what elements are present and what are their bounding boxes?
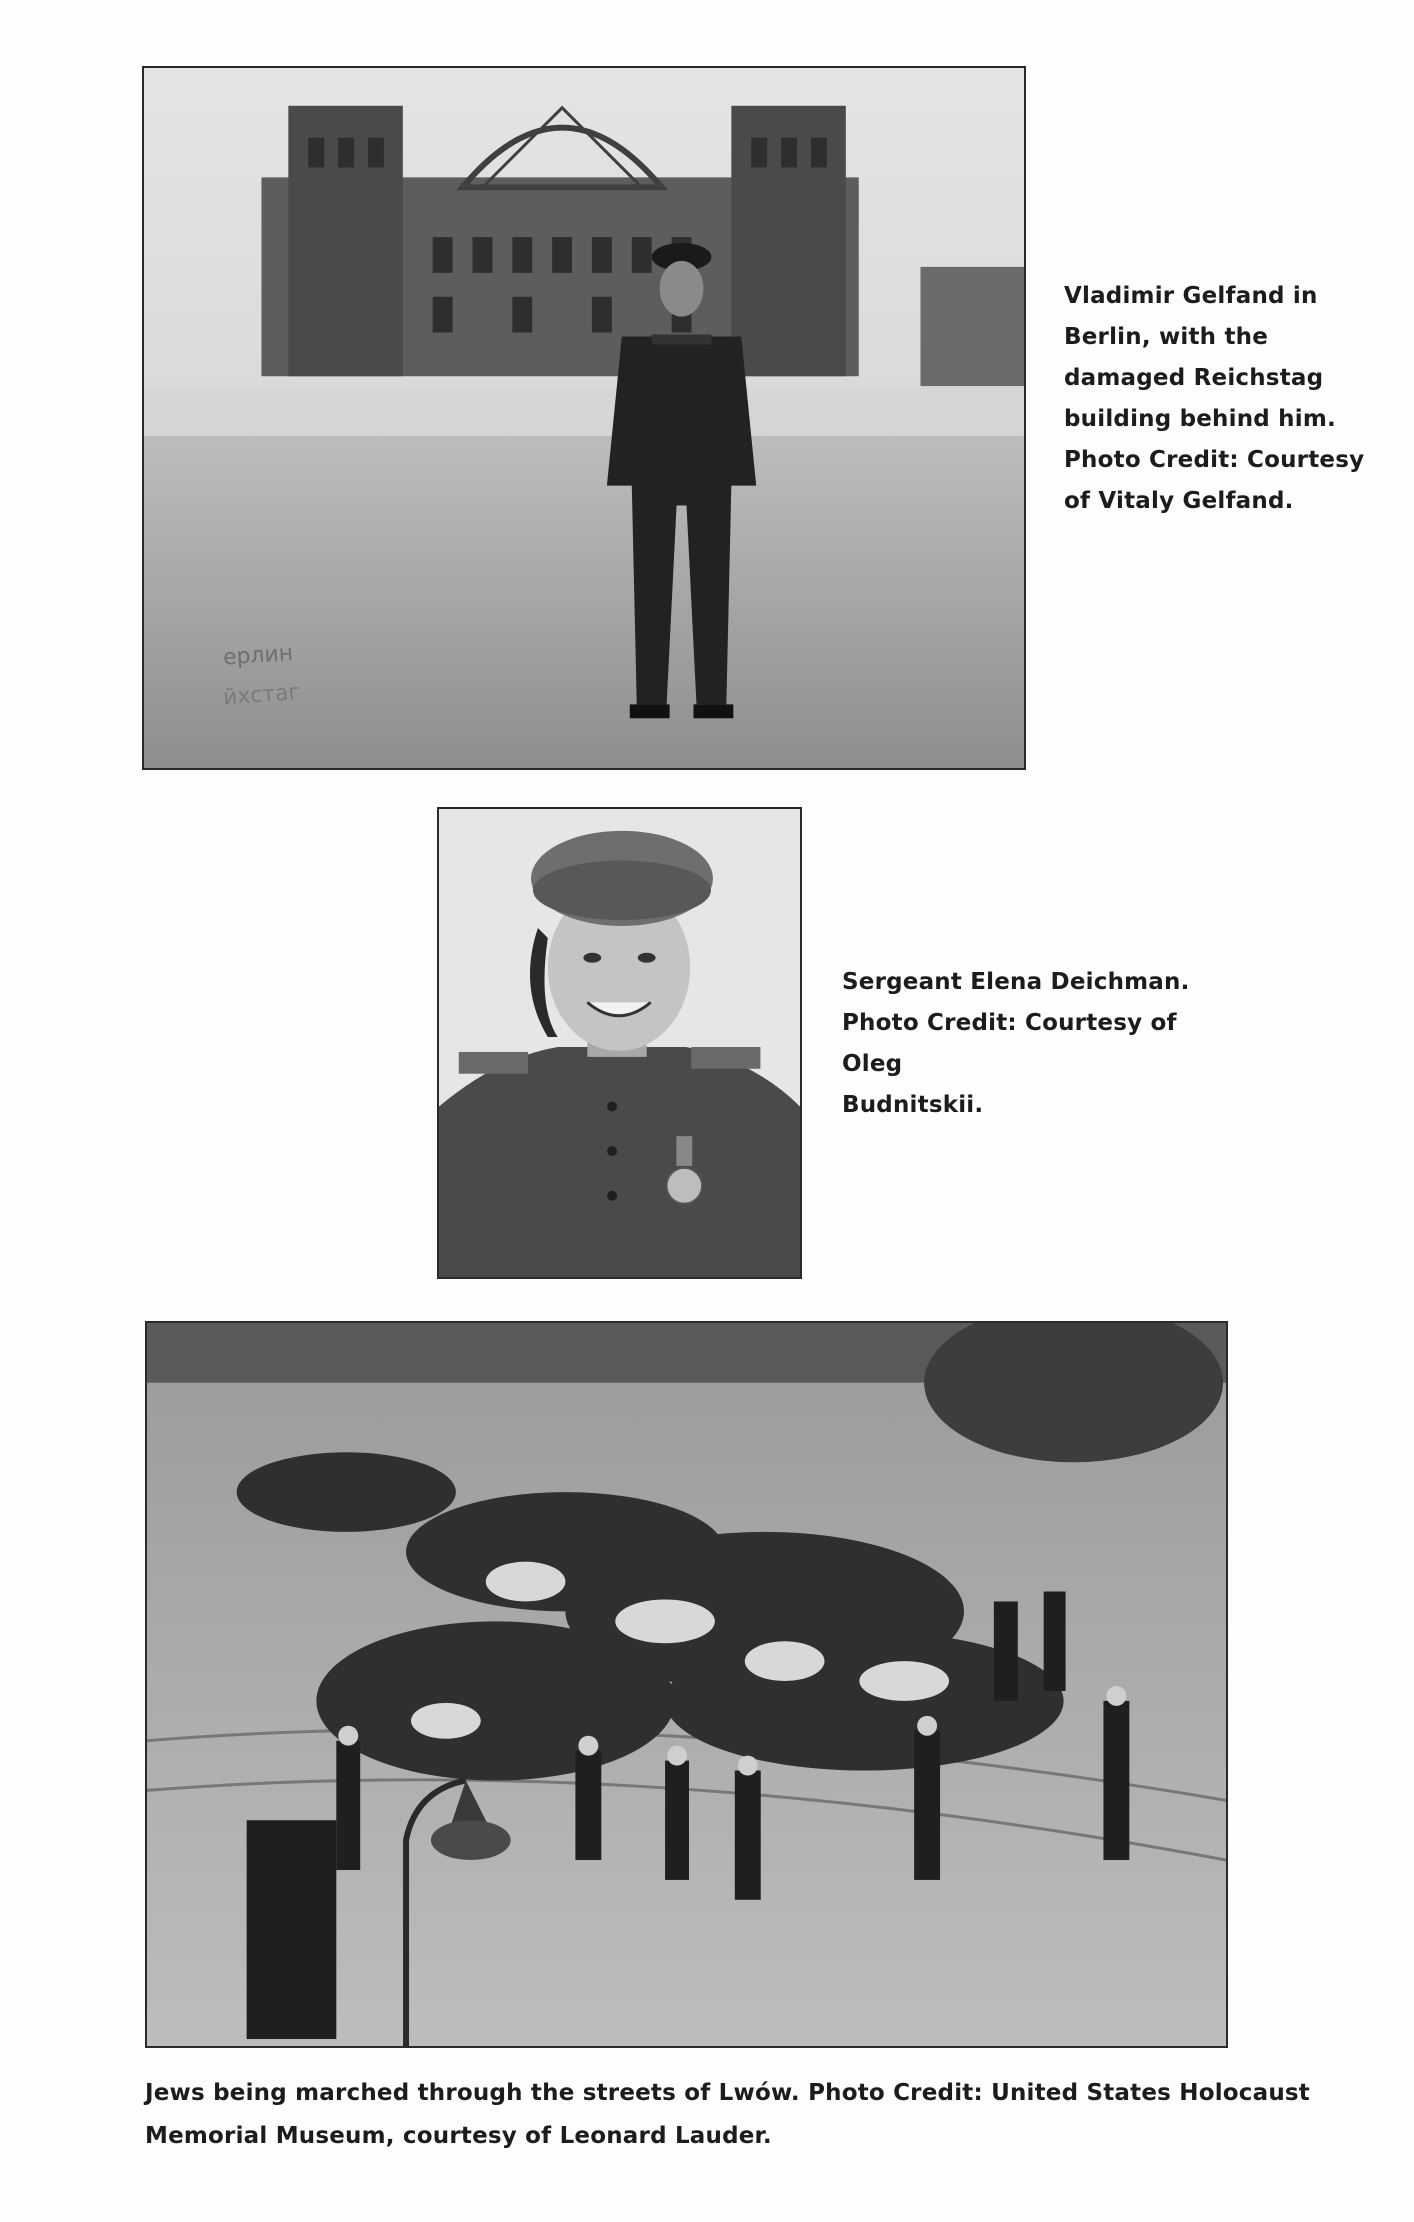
caption-deichman	[842, 962, 1242, 1126]
caption-line: of Vitaly Gelfand.	[1064, 488, 1294, 514]
photo-lwow-street	[145, 1321, 1228, 2048]
caption-line: Sergeant Elena Deichman.	[842, 969, 1190, 995]
caption-line: Budnitskii.	[842, 1092, 984, 1118]
svg-text:ерлин: ерлин	[222, 640, 294, 671]
caption-line: building behind him.	[1064, 406, 1336, 432]
lwow-photo-image	[147, 1323, 1226, 2046]
caption-line: Photo Credit: Courtesy of Oleg	[842, 1010, 1177, 1077]
photo-elena-deichman	[437, 807, 802, 1279]
photo-gelfand-reichstag	[142, 66, 1026, 770]
caption-line: Jews being marched through the streets of Lwów. Photo Credit: United States Holocaust	[145, 2080, 1310, 2106]
caption-line: Berlin, with the	[1064, 324, 1269, 350]
caption-line: Photo Credit: Courtesy	[1064, 447, 1365, 473]
svg-text:йхстаг: йхстаг	[222, 680, 301, 711]
gelfand-photo-image	[144, 68, 1024, 768]
caption-lwow	[145, 2072, 1345, 2158]
caption-line: damaged Reichstag	[1064, 365, 1324, 391]
deichman-photo-image	[439, 809, 800, 1277]
caption-line: Vladimir Gelfand in	[1064, 283, 1318, 309]
caption-line: Memorial Museum, courtesy of Leonard Lauder.	[145, 2123, 772, 2149]
caption-gelfand	[1064, 276, 1384, 522]
